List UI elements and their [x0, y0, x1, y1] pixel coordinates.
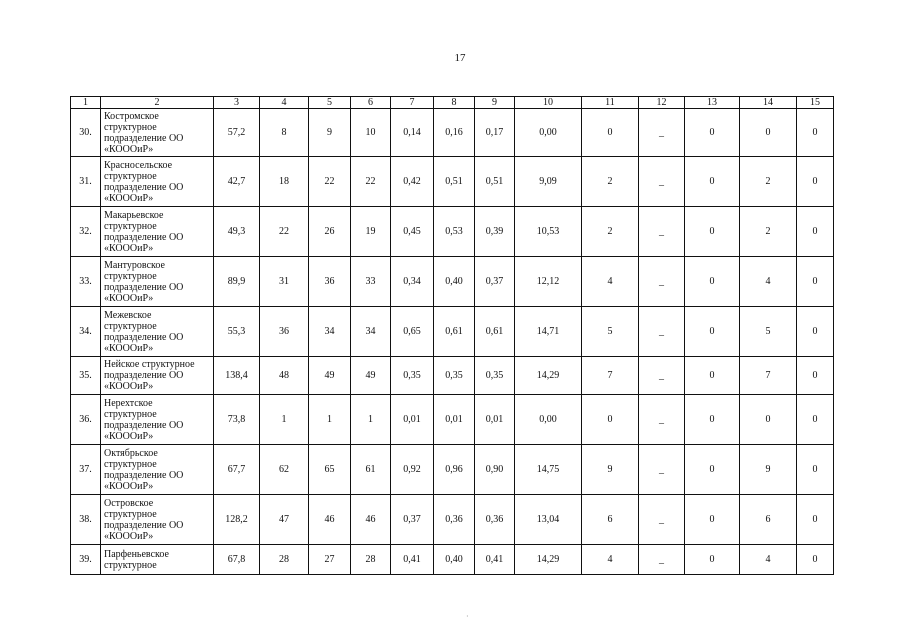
- cell-col-12: _: [639, 109, 685, 157]
- cell-col-3: 67,8: [214, 545, 260, 575]
- cell-col-15: 0: [797, 495, 834, 545]
- cell-col-5: 65: [309, 445, 351, 495]
- cell-col-13: 0: [685, 257, 740, 307]
- cell-col-3: 49,3: [214, 207, 260, 257]
- cell-col-14: 6: [740, 495, 797, 545]
- cell-col-15: 0: [797, 109, 834, 157]
- cell-col-12: _: [639, 395, 685, 445]
- cell-col-4: 62: [260, 445, 309, 495]
- cell-col-8: 0,51: [434, 157, 475, 207]
- cell-col-6: 34: [351, 307, 391, 357]
- table-row: [71, 357, 834, 395]
- cell-col-4: 18: [260, 157, 309, 207]
- table-row: [71, 257, 834, 307]
- cell-col-14: 2: [740, 207, 797, 257]
- cell-col-8: 0,16: [434, 109, 475, 157]
- cell-col-11: 9: [582, 445, 639, 495]
- cell-col-12: _: [639, 207, 685, 257]
- cell-col-8: 0,36: [434, 495, 475, 545]
- row-number: 37.: [71, 445, 101, 495]
- cell-col-12: _: [639, 257, 685, 307]
- cell-col-5: 1: [309, 395, 351, 445]
- cell-col-11: 7: [582, 357, 639, 395]
- cell-col-15: 0: [797, 395, 834, 445]
- cell-col-7: 0,41: [391, 545, 434, 575]
- subdivision-name: Островское структурное подразделение ОО «КОООиР»: [101, 495, 214, 545]
- cell-col-5: 49: [309, 357, 351, 395]
- cell-col-6: 19: [351, 207, 391, 257]
- cell-col-4: 36: [260, 307, 309, 357]
- cell-col-12: _: [639, 545, 685, 575]
- column-header-7: 7: [391, 97, 434, 109]
- cell-col-10: 10,53: [515, 207, 582, 257]
- cell-col-8: 0,96: [434, 445, 475, 495]
- cell-col-7: 0,34: [391, 257, 434, 307]
- cell-col-12: _: [639, 307, 685, 357]
- cell-col-15: 0: [797, 445, 834, 495]
- cell-col-15: 0: [797, 545, 834, 575]
- cell-col-3: 67,7: [214, 445, 260, 495]
- cell-col-11: 0: [582, 395, 639, 445]
- cell-col-12: _: [639, 495, 685, 545]
- cell-col-10: 13,04: [515, 495, 582, 545]
- cell-col-14: 7: [740, 357, 797, 395]
- column-header-9: 9: [475, 97, 515, 109]
- table-row: [71, 207, 834, 257]
- column-header-3: 3: [214, 97, 260, 109]
- column-header-11: 11: [582, 97, 639, 109]
- cell-col-8: 0,40: [434, 257, 475, 307]
- cell-col-6: 61: [351, 445, 391, 495]
- cell-col-3: 42,7: [214, 157, 260, 207]
- cell-col-10: 14,75: [515, 445, 582, 495]
- column-header-13: 13: [685, 97, 740, 109]
- column-header-8: 8: [434, 97, 475, 109]
- cell-col-7: 0,35: [391, 357, 434, 395]
- data-table: [70, 96, 834, 575]
- subdivision-name: Нейское структурное подразделение ОО «КОООиР»: [101, 357, 214, 395]
- cell-col-14: 5: [740, 307, 797, 357]
- cell-col-15: 0: [797, 357, 834, 395]
- cell-col-11: 4: [582, 257, 639, 307]
- cell-col-13: 0: [685, 207, 740, 257]
- cell-col-8: 0,40: [434, 545, 475, 575]
- cell-col-7: 0,45: [391, 207, 434, 257]
- cell-col-14: 4: [740, 545, 797, 575]
- cell-col-10: 12,12: [515, 257, 582, 307]
- cell-col-14: 0: [740, 109, 797, 157]
- subdivision-name: Межевское структурное подразделение ОО «КОООиР»: [101, 307, 214, 357]
- column-header-10: 10: [515, 97, 582, 109]
- table-row: [71, 495, 834, 545]
- cell-col-12: _: [639, 157, 685, 207]
- column-header-4: 4: [260, 97, 309, 109]
- cell-col-9: 0,36: [475, 495, 515, 545]
- cell-col-7: 0,14: [391, 109, 434, 157]
- table-row: [71, 445, 834, 495]
- page-number: 17: [454, 52, 466, 64]
- cell-col-4: 8: [260, 109, 309, 157]
- row-number: 35.: [71, 357, 101, 395]
- row-number: 31.: [71, 157, 101, 207]
- subdivision-name: Октябрьское структурное подразделение ОО «КОООиР»: [101, 445, 214, 495]
- cell-col-9: 0,37: [475, 257, 515, 307]
- cell-col-7: 0,42: [391, 157, 434, 207]
- cell-col-3: 55,3: [214, 307, 260, 357]
- subdivision-name: Костромское структурное подразделение ОО «КОООиР»: [101, 109, 214, 157]
- cell-col-6: 22: [351, 157, 391, 207]
- row-number: 38.: [71, 495, 101, 545]
- cell-col-7: 0,37: [391, 495, 434, 545]
- cell-col-5: 9: [309, 109, 351, 157]
- cell-col-14: 0: [740, 395, 797, 445]
- cell-col-4: 48: [260, 357, 309, 395]
- cell-col-15: 0: [797, 207, 834, 257]
- column-header-12: 12: [639, 97, 685, 109]
- cell-col-11: 5: [582, 307, 639, 357]
- cell-col-3: 89,9: [214, 257, 260, 307]
- cell-col-13: 0: [685, 109, 740, 157]
- cell-col-8: 0,01: [434, 395, 475, 445]
- table-row: [71, 545, 834, 575]
- cell-col-9: 0,01: [475, 395, 515, 445]
- header-row: [71, 97, 834, 109]
- cell-col-10: 9,09: [515, 157, 582, 207]
- cell-col-4: 28: [260, 545, 309, 575]
- row-number: 33.: [71, 257, 101, 307]
- cell-col-10: 0,00: [515, 109, 582, 157]
- cell-col-4: 47: [260, 495, 309, 545]
- cell-col-6: 1: [351, 395, 391, 445]
- cell-col-4: 1: [260, 395, 309, 445]
- cell-col-15: 0: [797, 257, 834, 307]
- cell-col-7: 0,01: [391, 395, 434, 445]
- cell-col-11: 2: [582, 157, 639, 207]
- cell-col-6: 28: [351, 545, 391, 575]
- cell-col-8: 0,53: [434, 207, 475, 257]
- table-row: [71, 307, 834, 357]
- table-row: [71, 395, 834, 445]
- cell-col-9: 0,61: [475, 307, 515, 357]
- cell-col-5: 36: [309, 257, 351, 307]
- cell-col-15: 0: [797, 307, 834, 357]
- cell-col-6: 46: [351, 495, 391, 545]
- cell-col-13: 0: [685, 495, 740, 545]
- column-header-14: 14: [740, 97, 797, 109]
- cell-col-11: 4: [582, 545, 639, 575]
- cell-col-9: 0,39: [475, 207, 515, 257]
- row-number: 36.: [71, 395, 101, 445]
- cell-col-14: 2: [740, 157, 797, 207]
- cell-col-4: 31: [260, 257, 309, 307]
- cell-col-14: 4: [740, 257, 797, 307]
- cell-col-15: 0: [797, 157, 834, 207]
- cell-col-5: 22: [309, 157, 351, 207]
- column-header-5: 5: [309, 97, 351, 109]
- cell-col-5: 26: [309, 207, 351, 257]
- table-row: [71, 157, 834, 207]
- cell-col-13: 0: [685, 545, 740, 575]
- row-number: 30.: [71, 109, 101, 157]
- cell-col-4: 22: [260, 207, 309, 257]
- cell-col-11: 6: [582, 495, 639, 545]
- cell-col-12: _: [639, 357, 685, 395]
- subdivision-name: Мантуровское структурное подразделение ОО «КОООиР»: [101, 257, 214, 307]
- cell-col-9: 0,41: [475, 545, 515, 575]
- cell-col-7: 0,92: [391, 445, 434, 495]
- cell-col-3: 128,2: [214, 495, 260, 545]
- cell-col-6: 10: [351, 109, 391, 157]
- table-row: [71, 109, 834, 157]
- cell-col-6: 49: [351, 357, 391, 395]
- cell-col-5: 46: [309, 495, 351, 545]
- row-number: 39.: [71, 545, 101, 575]
- cell-col-9: 0,17: [475, 109, 515, 157]
- cell-col-9: 0,51: [475, 157, 515, 207]
- cell-col-12: _: [639, 445, 685, 495]
- column-header-2: 2: [101, 97, 214, 109]
- scan-mark: ·: [466, 612, 469, 621]
- subdivision-name: Парфеньевское структурное: [101, 545, 214, 575]
- cell-col-13: 0: [685, 157, 740, 207]
- column-header-1: 1: [71, 97, 101, 109]
- row-number: 32.: [71, 207, 101, 257]
- cell-col-5: 27: [309, 545, 351, 575]
- cell-col-8: 0,35: [434, 357, 475, 395]
- cell-col-3: 57,2: [214, 109, 260, 157]
- cell-col-10: 14,71: [515, 307, 582, 357]
- cell-col-9: 0,90: [475, 445, 515, 495]
- cell-col-13: 0: [685, 445, 740, 495]
- cell-col-8: 0,61: [434, 307, 475, 357]
- cell-col-5: 34: [309, 307, 351, 357]
- subdivision-name: Красносельское структурное подразделение ОО «КОООиР»: [101, 157, 214, 207]
- subdivision-name: Макарьевское структурное подразделение ОО «КОООиР»: [101, 207, 214, 257]
- cell-col-10: 14,29: [515, 545, 582, 575]
- cell-col-3: 138,4: [214, 357, 260, 395]
- column-header-15: 15: [797, 97, 834, 109]
- subdivision-name: Нерехтское структурное подразделение ОО «КОООиР»: [101, 395, 214, 445]
- cell-col-7: 0,65: [391, 307, 434, 357]
- cell-col-11: 2: [582, 207, 639, 257]
- cell-col-9: 0,35: [475, 357, 515, 395]
- table-body: [71, 109, 834, 575]
- cell-col-10: 14,29: [515, 357, 582, 395]
- column-header-6: 6: [351, 97, 391, 109]
- cell-col-13: 0: [685, 357, 740, 395]
- cell-col-11: 0: [582, 109, 639, 157]
- cell-col-6: 33: [351, 257, 391, 307]
- cell-col-13: 0: [685, 307, 740, 357]
- cell-col-10: 0,00: [515, 395, 582, 445]
- cell-col-13: 0: [685, 395, 740, 445]
- cell-col-14: 9: [740, 445, 797, 495]
- cell-col-3: 73,8: [214, 395, 260, 445]
- row-number: 34.: [71, 307, 101, 357]
